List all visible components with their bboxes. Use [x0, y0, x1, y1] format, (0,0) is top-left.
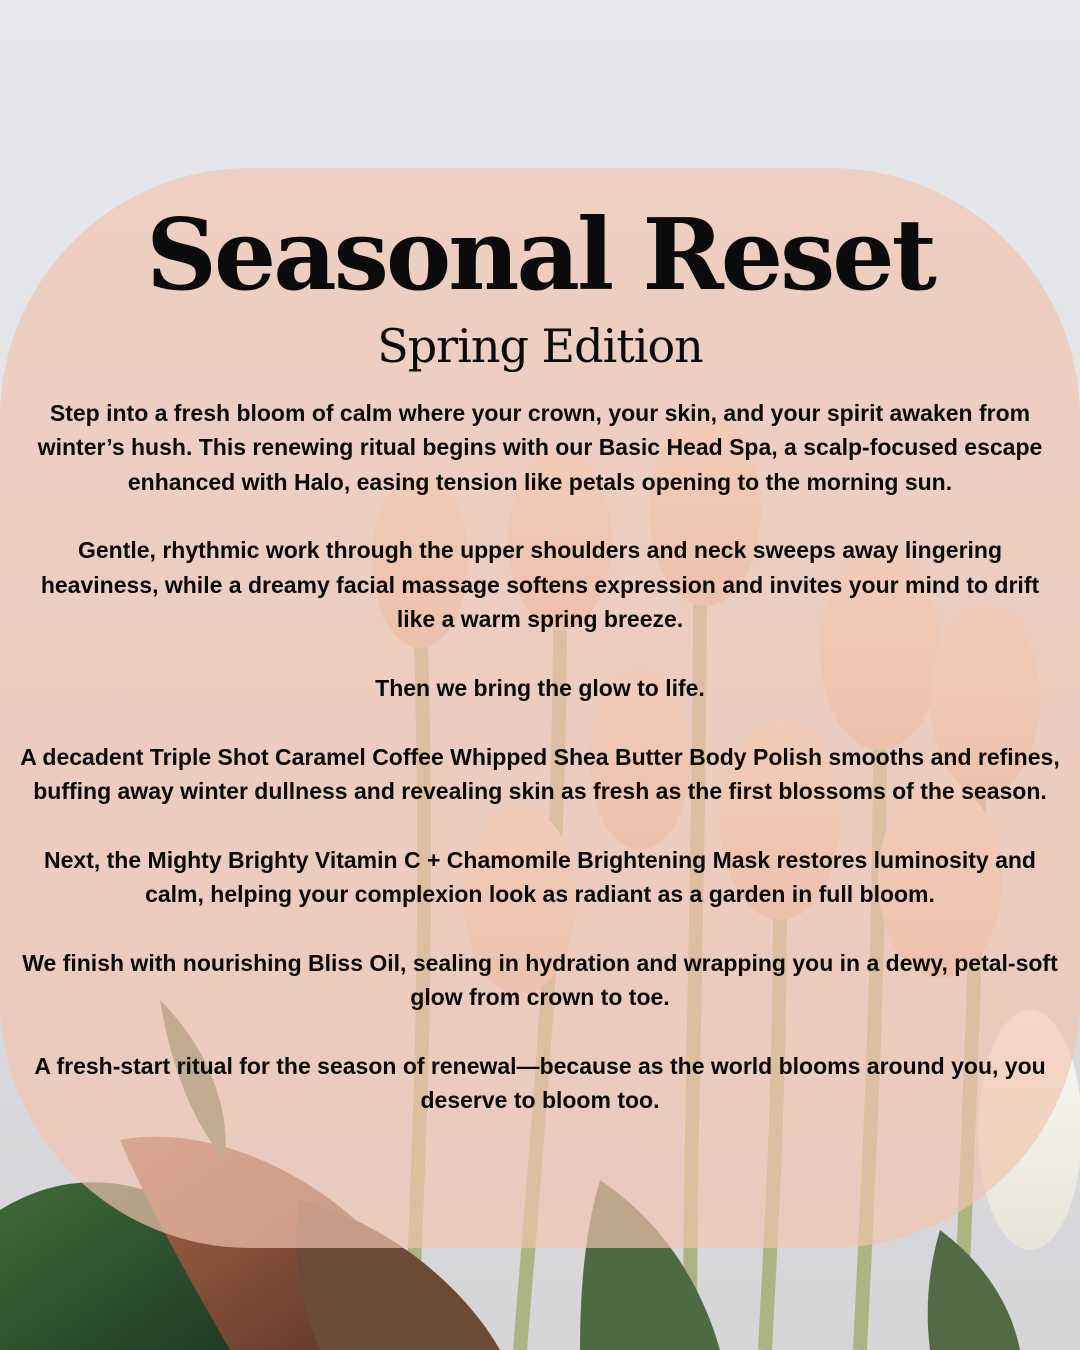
paragraph-closing: A fresh-start ritual for the season of renewal—because as the world blooms around you, you deserve to bloom too.: [34, 1052, 1046, 1114]
paragraph-massage: Gentle, rhythmic work through the upper shoulders and neck sweeps away lingering heaviness, while a dreamy facial massage softens expression and invites your mind to drift like a warm spring breeze.: [40, 537, 1040, 632]
page-title: Seasonal Reset: [146, 198, 934, 313]
paragraph-glow: Then we bring the glow to life.: [375, 674, 705, 701]
paragraph-mask: Next, the Mighty Brighty Vitamin C + Chamomile Brightening Mask restores luminosity and calm, helping your complexion look as radiant as a garden in full bloom.: [44, 846, 1036, 907]
description-body: [0, 376, 1080, 1117]
paragraph-bliss-oil: We finish with nourishing Bliss Oil, sealing in hydration and wrapping you in a dewy, petal-soft glow from crown to toe.: [22, 949, 1058, 1011]
page-subtitle: Spring Edition: [377, 319, 703, 373]
paragraph-body-polish: A decadent Triple Shot Caramel Coffee Whipped Shea Butter Body Polish smooths and refines, buffing away winter dullness and revealing skin as fresh as the first blossoms of the season.: [20, 743, 1060, 804]
paragraph-intro: Step into a fresh bloom of calm where your crown, your skin, and your spirit awaken from winter’s hush. This renewing ritual begins with our Basic Head Spa, a scalp-focused escape enhanced with Halo, easing tension like petals opening to the morning sun.: [37, 400, 1043, 495]
content: [0, 196, 1080, 1152]
